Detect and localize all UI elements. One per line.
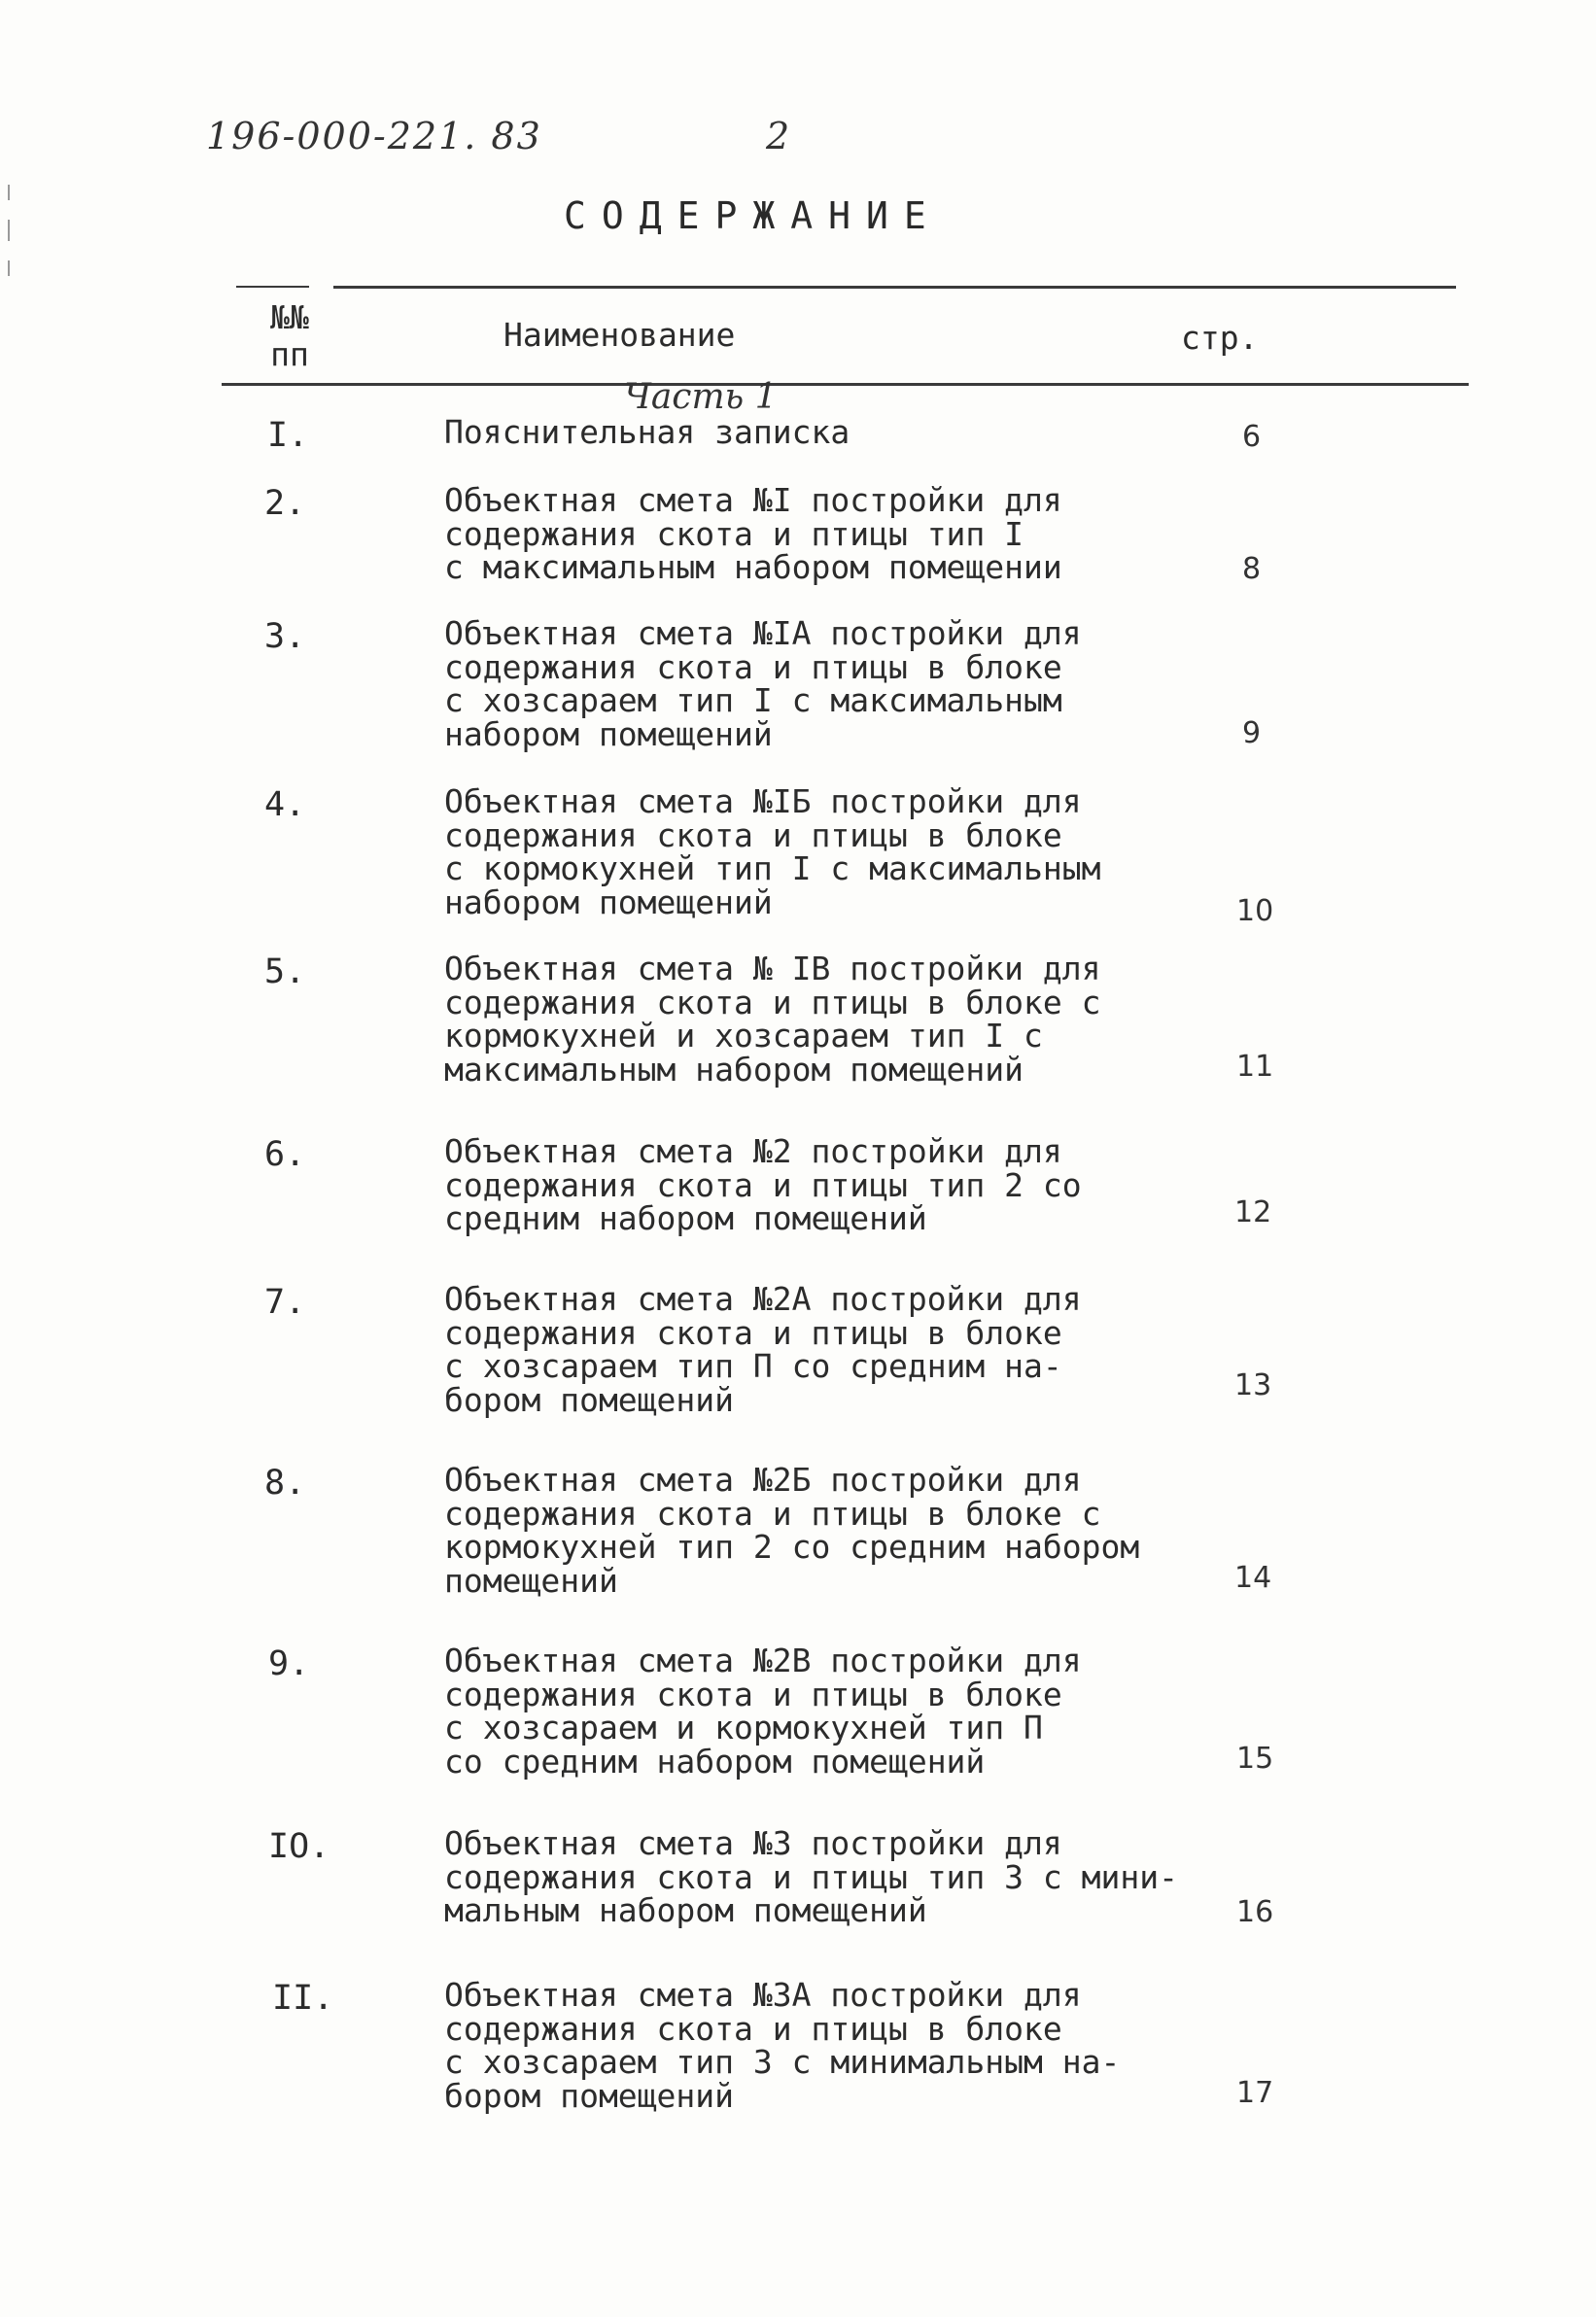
toc-item-page: 13 [1234, 1368, 1272, 1402]
part-label-handwritten: Часть 1 [624, 377, 778, 417]
toc-item-number: 8. [264, 1464, 306, 1503]
toc-item-page: 16 [1236, 1895, 1274, 1929]
table-top-rule-short [236, 286, 309, 288]
toc-item-page: 8 [1242, 552, 1262, 586]
toc-item-number: 7. [264, 1283, 306, 1322]
toc-item-title: Объектная смета №IБ постройки для содержания скота и птицы в блоке с кормокухней тип I с максимальным набором помещений [444, 782, 1101, 921]
toc-item-number: 6. [264, 1135, 306, 1174]
scan-edge-mark [8, 260, 10, 276]
table-top-rule [333, 286, 1456, 289]
toc-item-page: 15 [1236, 1742, 1274, 1776]
toc-item-title: Объектная смета №2В постройки для содержания скота и птицы в блоке с хозсараем и кормокухней тип П со средним набором помещений [444, 1642, 1082, 1781]
column-header-page: стр. [1181, 319, 1259, 357]
column-header-name: Наименование [503, 316, 736, 354]
toc-item-number: 5. [264, 952, 306, 991]
toc-item-number: 3. [264, 617, 306, 656]
toc-item-title: Объектная смета №2А постройки для содержания скота и птицы в блоке с хозсараем тип П со средним на- бором помещений [444, 1280, 1082, 1419]
toc-item-page: 9 [1242, 716, 1262, 750]
toc-item-number: I. [267, 416, 309, 455]
toc-item-title: Объектная смета №I постройки для содержания скота и птицы тип I с максимальным набором помещении [444, 481, 1062, 586]
column-header-number-line1: №№ [270, 298, 309, 336]
toc-item-number: IO. [268, 1827, 330, 1866]
toc-item-title: Объектная смета №3 постройки для содержания скота и птицы тип 3 с мини- мальным набором помещений [444, 1824, 1178, 1929]
document-code: 196-000-221. 83 [206, 115, 542, 157]
toc-item-title: Пояснительная записка [444, 413, 850, 451]
toc-item-page: 14 [1234, 1561, 1272, 1595]
scan-edge-mark [8, 220, 10, 241]
column-header-number-line2: пп [270, 335, 309, 373]
scan-edge-mark [8, 185, 10, 200]
toc-item-title: Объектная смета № IВ постройки для содержания скота и птицы в блоке с кормокухней и хозсараем тип I с максимальным набором помещений [444, 950, 1101, 1089]
toc-item-page: 10 [1236, 894, 1274, 928]
toc-item-title: Объектная смета №3А постройки для содержания скота и птицы в блоке с хозсараем тип 3 с минимальным на- бором помещений [444, 1976, 1121, 2115]
toc-item-number: 4. [264, 785, 306, 824]
page-title: СОДЕРЖАНИЕ [564, 194, 942, 237]
page-number: 2 [766, 115, 790, 157]
toc-item-title: Объектная смета №IА постройки для содержания скота и птицы в блоке с хозсараем тип I с максимальным набором помещений [444, 614, 1082, 753]
toc-item-title: Объектная смета №2 постройки для содержания скота и птицы тип 2 со средним набором помещений [444, 1132, 1082, 1237]
toc-item-page: 6 [1242, 420, 1262, 454]
toc-item-page: 12 [1234, 1195, 1272, 1229]
toc-item-title: Объектная смета №2Б постройки для содержания скота и птицы в блоке с кормокухней тип 2 со средним набором помещений [444, 1461, 1140, 1600]
toc-item-page: 11 [1236, 1050, 1274, 1084]
toc-item-number: II. [272, 1979, 334, 2018]
toc-item-page: 17 [1236, 2076, 1274, 2110]
toc-item-number: 2. [264, 484, 306, 523]
header-rule [222, 383, 1469, 386]
toc-item-number: 9. [268, 1644, 310, 1683]
column-header-number [265, 299, 314, 373]
